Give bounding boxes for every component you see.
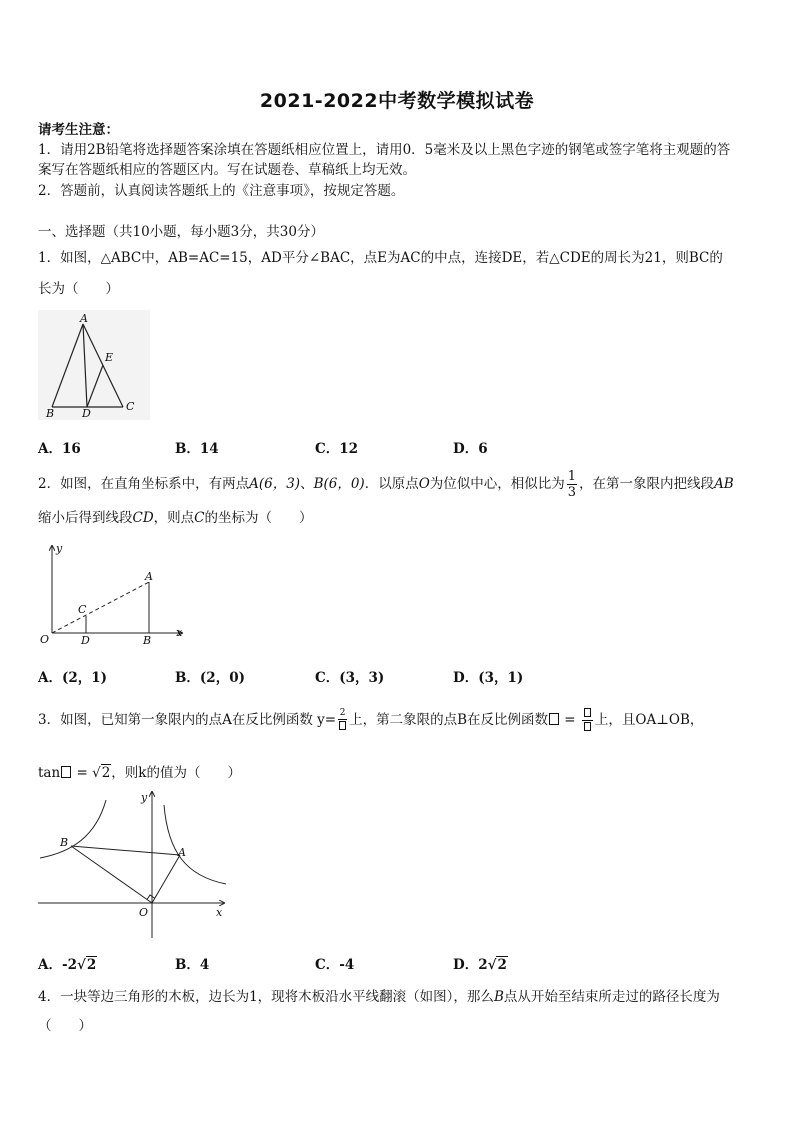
q3-option-c: C．-4 (315, 957, 355, 973)
q2-text-2b: ，则点 (153, 510, 195, 526)
q1-option-b: B．14 (175, 441, 219, 457)
q3-segment-ob (71, 846, 152, 903)
q3-tan: tan (38, 765, 61, 781)
q2-ratio-fraction (567, 470, 577, 499)
q2-segment-cd: CD (132, 510, 154, 526)
q3-eq: = (560, 712, 580, 728)
q3-option-d-text: D．2 (453, 957, 488, 973)
missing-glyph-box (61, 766, 71, 778)
q3-text-2c: ，则k的值为（ ） (111, 765, 241, 781)
q3-option-d-radicand: 2 (497, 957, 507, 973)
q2-dashed-line-oa (52, 582, 149, 633)
q3-segment-oa (152, 855, 180, 903)
q1-option-a: A．16 (38, 441, 81, 457)
q3-sqrt: √2 (92, 765, 111, 781)
q1-stem-line-1: 1．如图，△ABC中，AB=AC=15，AD平分∠BAC，点E为AC的中点，连接DE，若△CDE的周长为21，则BC的 (38, 250, 723, 266)
q3-right-angle-mark (147, 895, 155, 900)
q3-fraction-numerator: 2 (339, 708, 346, 718)
q2-option-a: A．(2，1) (38, 670, 108, 686)
notice-item-1-line-2: 案写在答题纸相应的答题区内。写在试题卷、草稿纸上均无效。 (38, 162, 416, 178)
q3-curve-first-quadrant (164, 805, 226, 884)
q3-fraction-k-over-x (582, 708, 593, 733)
q2-stem-line-1 (38, 470, 734, 499)
q1-label-d: D (82, 407, 91, 420)
missing-glyph-box (584, 708, 591, 717)
q2-text-1a: 2．如图，在直角坐标系中，有两点 (38, 476, 250, 492)
q3-option-d-sqrt: √2 (487, 957, 507, 973)
q3-option-a-radicand: 2 (86, 957, 97, 973)
q4-text-1b: 点从开始至结束所走过的路径长度为 (503, 989, 720, 1005)
q3-eq-2: = (72, 765, 93, 781)
q3-fraction-2-over-x (338, 709, 347, 732)
q3-label-x: x (216, 906, 223, 919)
q1-option-c: C．12 (315, 441, 359, 457)
q3-option-d (453, 953, 508, 973)
q3-curve-second-quadrant (40, 800, 106, 858)
q2-stem-line-2 (38, 508, 313, 528)
q1-label-a: A (80, 312, 88, 325)
q1-triangle-figure (38, 310, 150, 420)
q2-label-c: C (78, 603, 87, 616)
q3-text-1a: 3．如图，已知第一象限内的点A在反比例函数 y= (38, 712, 337, 728)
q2-label-o: O (40, 633, 50, 646)
q1-label-b: B (46, 407, 55, 420)
q2-text-1d: ，在第一象限内把线段 (579, 476, 715, 492)
q2-label-d: D (81, 634, 90, 647)
q2-text-2c: 的坐标为（ ） (204, 510, 313, 526)
q3-option-a-text: A．-2 (38, 957, 77, 973)
q2-coordinate-figure (36, 540, 188, 648)
q2-sep: 、 (300, 476, 314, 492)
q1-stem-line-2: 长为（ ） (38, 281, 119, 297)
q3-label-o: O (139, 906, 149, 919)
q2-text-2a: 缩小后得到线段 (38, 510, 133, 526)
q2-label-b: B (143, 634, 152, 647)
q2-point-c: C (194, 510, 205, 526)
q2-option-d: D．(3，1) (453, 670, 524, 686)
q2-option-c: C．(3，3) (315, 670, 385, 686)
q2-label-x: x (176, 626, 183, 639)
missing-glyph-box (549, 713, 559, 725)
q2-text-1c: 为位似中心，相似比为 (429, 476, 565, 492)
q2-point-a: A(6，3) (249, 476, 301, 492)
q1-label-e: E (105, 351, 114, 364)
q2-origin: O (418, 476, 430, 492)
q3-label-y: y (141, 791, 148, 804)
q3-sqrt-radicand: 2 (101, 765, 111, 781)
q3-option-a (38, 953, 97, 973)
q2-option-b: B．(2，0) (175, 670, 245, 686)
q3-fraction-2-denominator-placeholder (582, 721, 593, 733)
q3-text-1c: 上，且OA⊥OB， (594, 712, 704, 728)
missing-glyph-box (339, 721, 346, 730)
notice-heading: 请考生注意： (38, 122, 119, 138)
q3-text-1b: 上，第二象限的点B在反比例函数 (349, 712, 548, 728)
q2-point-b: B(6，0) (313, 476, 365, 492)
q2-ratio-numerator: 1 (567, 469, 577, 484)
q3-option-a-sqrt: √2 (76, 957, 97, 973)
q1-option-d: D．6 (453, 441, 488, 457)
q3-stem-line-2 (38, 763, 241, 783)
q4-text-1a: 4．一块等边三角形的木板，边长为1，现将木板沿水平线翻滚（如图），那么 (38, 989, 494, 1005)
q4-point-b: B (493, 989, 504, 1005)
q3-label-b: B (60, 836, 69, 849)
q2-segment-ab: AB (714, 476, 734, 492)
q3-label-a: A (178, 846, 186, 859)
missing-glyph-box (584, 722, 591, 731)
notice-item-1-line-1: 1．请用2B铅笔将选择题答案涂填在答题纸相应位置上，请用0．5毫米及以上黑色字迹的钢笔或签字笔将主观题的答 (38, 142, 731, 158)
q2-ratio-denominator: 3 (567, 485, 577, 500)
q3-fraction-denominator-placeholder (338, 720, 347, 732)
section-heading: 一、选择题（共10小题，每小题3分，共30分） (38, 224, 324, 240)
q3-fraction-2-numerator-placeholder (582, 708, 593, 721)
q4-stem-line-2: （ ） (38, 1018, 92, 1034)
q3-hyperbola-figure (36, 790, 228, 940)
q3-option-b: B．4 (175, 957, 210, 973)
q1-label-c: C (126, 400, 135, 413)
q2-label-y: y (56, 542, 63, 555)
q3-segment-ab (71, 846, 180, 855)
q2-text-1b: ．以原点 (364, 476, 419, 492)
q3-stem-line-1 (38, 707, 703, 733)
q4-stem-line-1 (38, 987, 720, 1007)
page-title: 2021-2022中考数学模拟试卷 (259, 90, 535, 112)
notice-item-2: 2．答题前，认真阅读答题纸上的《注意事项》，按规定答题。 (38, 183, 405, 199)
q2-label-a: A (145, 570, 153, 583)
